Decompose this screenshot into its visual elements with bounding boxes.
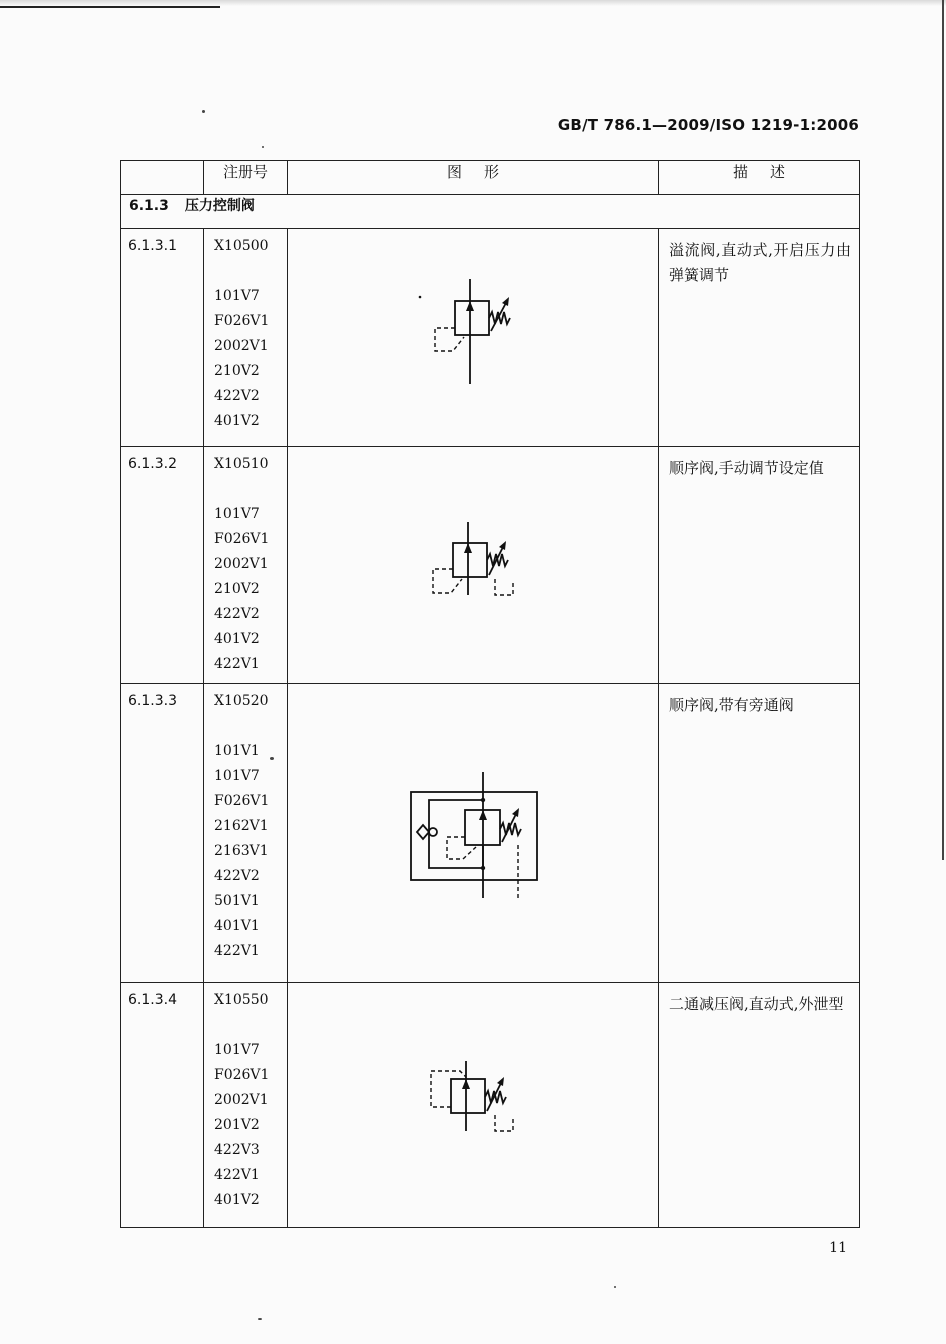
table-row — [121, 447, 860, 684]
description: 顺序阀,手动调节设定值 — [659, 447, 860, 684]
registration-list — [204, 229, 288, 447]
registration-code: 2002V1 — [214, 556, 269, 572]
clause-number: 6.1.3.2 — [121, 447, 204, 684]
table-row — [121, 229, 860, 447]
symbol-cell — [288, 684, 659, 983]
registration-code: 2002V1 — [214, 338, 269, 354]
section-title: 压力控制阀 — [184, 198, 255, 214]
registration-code: 422V2 — [214, 388, 260, 404]
symbol-cell — [288, 447, 659, 684]
registration-code: 2163V1 — [214, 843, 269, 859]
description: 溢流阀,直动式,开启压力由弹簧调节 — [659, 229, 860, 447]
registration-code: F026V1 — [214, 531, 270, 547]
description: 二通减压阀,直动式,外泄型 — [659, 983, 860, 1228]
sequence-valve-with-bypass-icon — [288, 684, 657, 981]
registration-code: 101V7 — [214, 1042, 260, 1058]
registration-code: 401V2 — [214, 413, 260, 429]
clause-number: 6.1.3.3 — [121, 684, 204, 983]
clause-number: 6.1.3.1 — [121, 229, 204, 447]
registration-code: 401V2 — [214, 631, 260, 647]
registration-code: 422V1 — [214, 656, 260, 672]
table-row — [121, 684, 860, 983]
registration-code: 501V1 — [214, 893, 260, 909]
description: 顺序阀,带有旁通阀 — [659, 684, 860, 983]
registration-code: X10510 — [214, 456, 269, 472]
symbol-cell — [288, 229, 659, 447]
scan-speck — [614, 1286, 616, 1288]
table-row — [121, 983, 860, 1228]
registration-code: 401V2 — [214, 1192, 260, 1208]
registration-code: 422V2 — [214, 606, 260, 622]
registration-code: 101V1 — [214, 743, 260, 759]
registration-code: 101V7 — [214, 768, 260, 784]
section-heading — [121, 195, 860, 229]
registration-code: 2002V1 — [214, 1092, 269, 1108]
registration-list — [204, 983, 288, 1228]
scan-speck — [270, 757, 274, 760]
column-header-clause — [121, 161, 204, 195]
registration-code: 422V1 — [214, 1167, 260, 1183]
column-header-description: 描述 — [659, 161, 860, 195]
clause-number: 6.1.3.4 — [121, 983, 204, 1228]
page-number: 11 — [829, 1240, 847, 1256]
pressure-relief-valve-icon — [288, 229, 657, 445]
pressure-control-valve-table — [120, 160, 860, 1228]
section-number: 6.1.3 — [129, 198, 169, 214]
registration-code: 422V3 — [214, 1142, 260, 1158]
registration-code: 210V2 — [214, 581, 260, 597]
scan-speck — [258, 1318, 262, 1320]
pressure-reducing-valve-icon — [288, 983, 657, 1226]
registration-code: 422V2 — [214, 868, 260, 884]
registration-code: 101V7 — [214, 288, 260, 304]
registration-code: X10500 — [214, 238, 269, 254]
registration-code: F026V1 — [214, 793, 270, 809]
section-row — [121, 195, 860, 229]
scan-speck — [262, 146, 264, 148]
sequence-valve-icon — [288, 447, 657, 682]
registration-code: 2162V1 — [214, 818, 269, 834]
scan-edge-right — [942, 0, 944, 860]
registration-code: X10520 — [214, 693, 269, 709]
column-header-registration: 注册号 — [204, 161, 288, 195]
registration-code: F026V1 — [214, 313, 270, 329]
registration-list — [204, 447, 288, 684]
symbol-cell — [288, 983, 659, 1228]
standard-header: GB/T 786.1—2009/ISO 1219-1:2006 — [557, 116, 859, 134]
table-header-row — [121, 161, 860, 195]
registration-code: X10550 — [214, 992, 269, 1008]
registration-code: 422V1 — [214, 943, 260, 959]
column-header-symbol: 图形 — [288, 161, 659, 195]
scan-edge-line — [0, 6, 220, 8]
registration-code: 401V1 — [214, 918, 260, 934]
registration-code: F026V1 — [214, 1067, 270, 1083]
registration-code: 210V2 — [214, 363, 260, 379]
registration-code: 101V7 — [214, 506, 260, 522]
scan-speck — [202, 110, 205, 113]
registration-list — [204, 684, 288, 983]
registration-code: 201V2 — [214, 1117, 260, 1133]
